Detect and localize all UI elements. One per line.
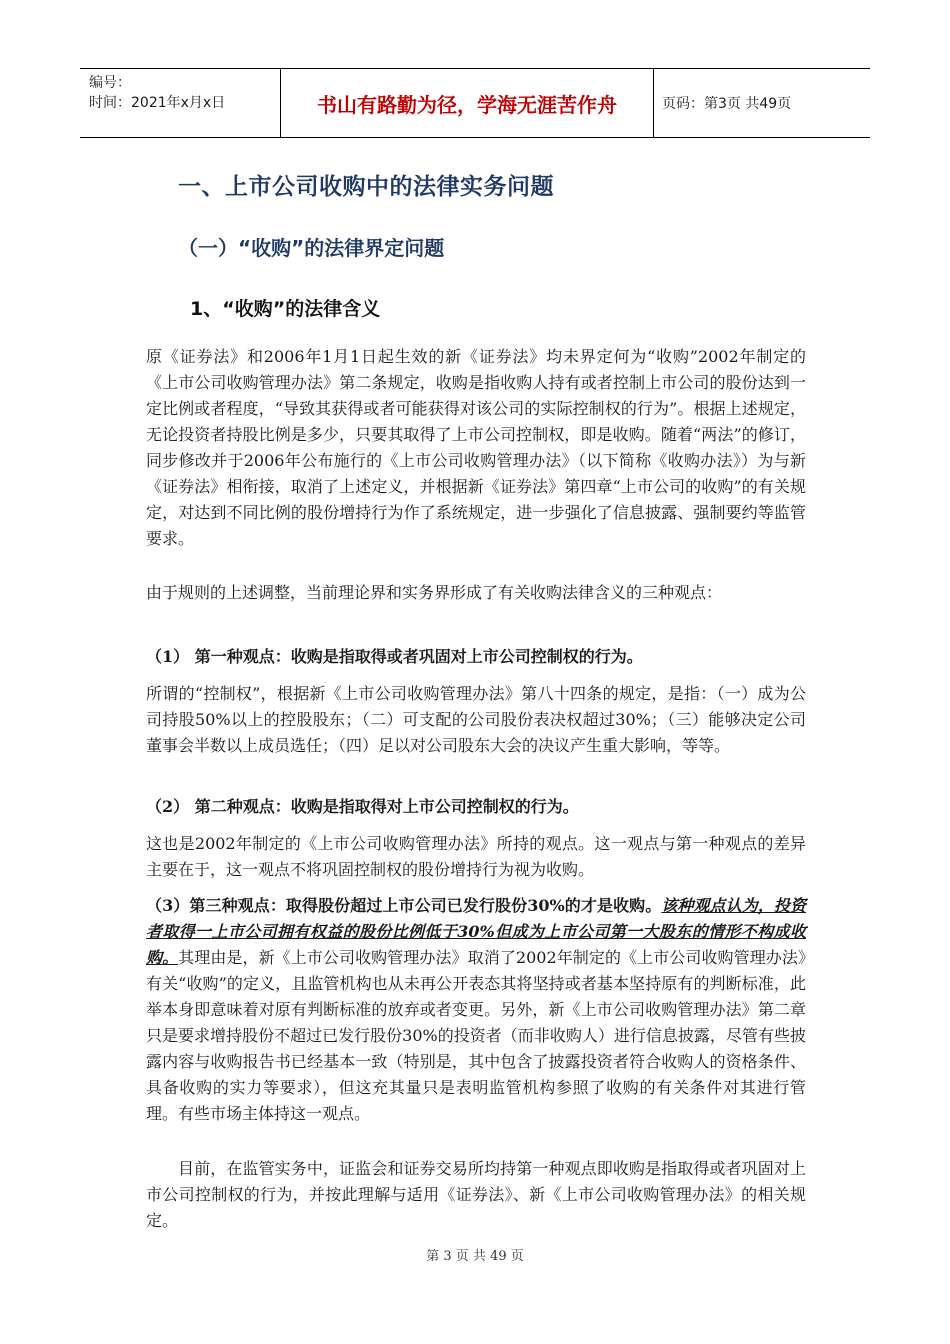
- view-2-heading: （2） 第二种观点：收购是指取得对上市公司控制权的行为。: [146, 797, 579, 816]
- heading-level2: （一）“收购”的法律界定问题: [178, 236, 445, 260]
- header-meta: [80, 69, 280, 137]
- view-3-heading: （3）第三种观点：取得股份超过上市公司已发行股份30%的才是收购。: [146, 896, 662, 915]
- view-3-emphasis: 该种观点认为，投资者取得一上市公司拥有权益的股份比例低于30%但成为上市公司第一大股东的情形不构成收购。: [146, 896, 806, 967]
- time-label: 时间：2021年x月x日: [89, 95, 226, 111]
- heading-level1: 一、上市公司收购中的法律实务问题: [178, 174, 554, 200]
- view-1-heading: （1） 第一种观点：收购是指取得或者巩固对上市公司控制权的行为。: [146, 647, 643, 666]
- paragraph-view-3: [146, 893, 806, 1127]
- view-3-body: 其理由是，新《上市公司收购管理办法》取消了2002年制定的《上市公司收购管理办法》有关“收购”的定义，且监管机构也从未再公开表态其将坚持或者基本坚持原有的判断标准，此举本身即意味着对原有判断标准的放弃或者变更。另外，新《上市公司收购管理办法》第二章只是要求增持股份不超过已发行股份30%的投资者（而非收购人）进行信息披露，尽管有些披露内容与收购报告书已经基本一致（特别是，其中包含了披露投资者符合收购人的资格条件、具备收购的实力等要求），但这充其量只是表明监管机构参照了收购的有关条件对其进行管理。有些市场主体持这一观点。: [146, 948, 806, 1123]
- number-label: 编号：: [89, 75, 131, 91]
- header-page-info: 页码：第3页 共49页: [662, 96, 792, 112]
- paragraph-three-views: 由于规则的上述调整，当前理论界和实务界形成了有关收购法律含义的三种观点：: [146, 583, 723, 602]
- paragraph-view-2: 这也是2002年制定的《上市公司收购管理办法》所持的观点。这一观点与第一种观点的差异主要在于，这一观点不将巩固控制权的股份增持行为视为收购。: [146, 834, 806, 879]
- paragraph-intro: 原《证券法》和2006年1月1日起生效的新《证券法》均未界定何为“收购”2002年制定的《上市公司收购管理办法》第二条规定，收购是指收购人持有或者控制上市公司的股份达到一定比例或者程度，“导致其获得或者可能获得对该公司的实际控制权的行为”。根据上述规定，无论投资者持股比例是多少，只要其取得了上市公司控制权，即是收购。随着“两法”的修订，同步修改并于2006年公布施行的《上市公司收购管理办法》（以下简称《收购办法》）为与新《证券法》相衔接，取消了上述定义，并根据新《证券法》第四章“上市公司的收购”的有关规定，对达到不同比例的股份增持行为作了系统规定，进一步强化了信息披露、强制要约等监管要求。: [146, 347, 806, 548]
- page-header: [80, 68, 870, 138]
- paragraph-control-right: 所谓的“控制权”，根据新《上市公司收购管理办法》第八十四条的规定，是指：（一）成为公司持股50%以上的控股股东；（二）可支配的公司股份表决权超过30%；（三）能够决定公司董事会半数以上成员选任；（四）足以对公司股东大会的决议产生重大影响，等等。: [146, 684, 806, 755]
- header-motto: 书山有路勤为径，学海无涯苦作舟: [280, 69, 654, 137]
- paragraph-conclusion: 目前，在监管实务中，证监会和证券交易所均持第一种观点即收购是指取得或者巩固对上市公司控制权的行为，并按此理解与适用《证券法》、新《上市公司收购管理办法》的相关规定。: [146, 1159, 806, 1230]
- heading-level3: 1、“收购”的法律含义: [190, 298, 381, 320]
- page-footer: 第 3 页 共 49 页: [426, 1249, 524, 1264]
